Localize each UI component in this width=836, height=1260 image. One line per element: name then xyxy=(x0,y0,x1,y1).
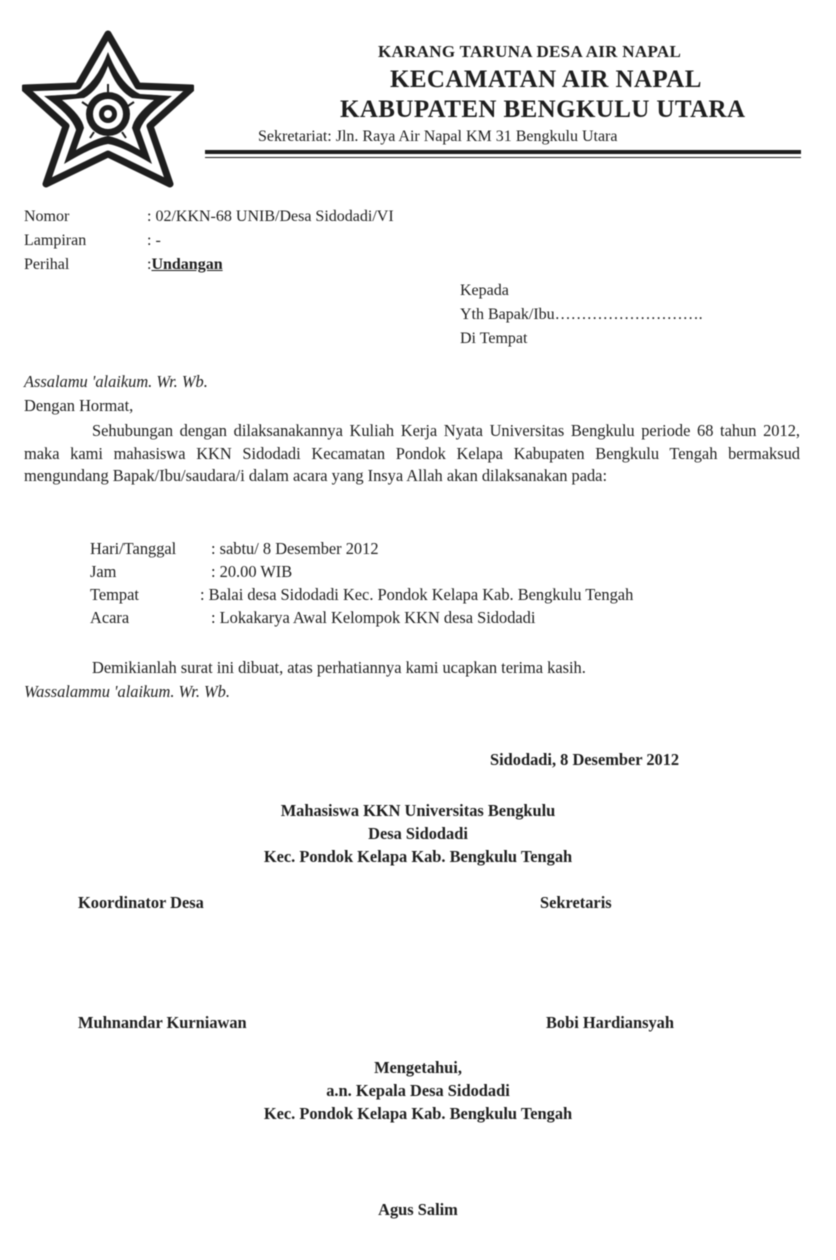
opening-salam: Assalamu 'alaikum. Wr. Wb. xyxy=(24,372,208,391)
approval-line-1: Mengetahui, xyxy=(374,1058,462,1077)
lampiran-value: : - xyxy=(147,232,161,249)
perihal-subject: Undangan xyxy=(151,256,223,273)
detail-value-time: : 20.00 WIB xyxy=(211,562,293,581)
left-signatory-title: Koordinator Desa xyxy=(78,893,204,912)
detail-value-place: : Balai desa Sidodadi Kec. Pondok Kelapa Kab. Bengkulu Tengah xyxy=(200,585,634,604)
closing-sentence: Demikianlah surat ini dibuat, atas perhatiannya kami ucapkan terima kasih. xyxy=(92,658,586,677)
addressee-line-1: Kepada xyxy=(460,282,509,299)
signatory-org-line-1: Mahasiswa KKN Universitas Bengkulu xyxy=(280,801,556,820)
lampiran-label: Lampiran xyxy=(24,232,87,249)
signatory-org-line-3: Kec. Pondok Kelapa Kab. Bengkulu Tengah xyxy=(263,847,573,866)
right-signatory-title: Sekretaris xyxy=(540,893,612,912)
detail-label-time: Jam xyxy=(90,562,117,581)
addressee-line-2: Yth Bapak/Ibu………………………. xyxy=(460,306,703,323)
perihal-value-row xyxy=(147,256,223,274)
approval-line-2: a.n. Kepala Desa Sidodadi xyxy=(326,1081,510,1100)
detail-value-event: : Lokakarya Awal Kelompok KKN desa Sidodadi xyxy=(211,608,536,627)
letterhead-rule-thin xyxy=(205,157,801,158)
perihal-colon: : xyxy=(147,256,152,273)
detail-label-date: Hari/Tanggal xyxy=(90,539,177,558)
main-paragraph: Sehubungan dengan dilaksanakannya Kuliah Kerja Nyata Universitas Bengkulu periode 68 tahun 2012, maka kami mahasiswa KKN Sidodadi Kecamatan Pondok Kelapa Kabupaten Bengkulu Tengah bermaksud mengundang Bapak/Ibu/saudara/i dalam acara yang Insya Allah akan dilaksanakan pada: xyxy=(24,421,800,485)
letterhead-district: KECAMATAN AIR NAPAL xyxy=(390,66,702,93)
place-date: Sidodadi, 8 Desember 2012 xyxy=(490,750,680,769)
greeting: Dengan Hormat, xyxy=(24,396,134,415)
karang-taruna-emblem-icon xyxy=(22,30,194,190)
approval-line-3: Kec. Pondok Kelapa Kab. Bengkulu Tengah xyxy=(263,1104,573,1123)
letterhead-regency: KABUPATEN BENGKULU UTARA xyxy=(340,96,746,123)
letterhead-address: Sekretariat: Jln. Raya Air Napal KM 31 Bengkulu Utara xyxy=(258,128,618,145)
addressee-line-3: Di Tempat xyxy=(460,330,528,347)
closing-salam: Wassalammu 'alaikum. Wr. Wb. xyxy=(24,682,230,701)
nomor-label: Nomor xyxy=(24,208,70,225)
detail-value-date: : sabtu/ 8 Desember 2012 xyxy=(211,539,379,558)
letterhead-rule-thick xyxy=(205,150,801,154)
detail-label-event: Acara xyxy=(90,608,130,627)
signatory-org-line-2: Desa Sidodadi xyxy=(368,824,468,843)
letterhead-organization: KARANG TARUNA DESA AIR NAPAL xyxy=(378,42,682,61)
right-signatory-name: Bobi Hardiansyah xyxy=(546,1013,674,1032)
left-signatory-name: Muhnandar Kurniawan xyxy=(78,1013,247,1032)
perihal-label: Perihal xyxy=(24,256,70,273)
approval-name: Agus Salim xyxy=(378,1200,458,1219)
detail-label-place: Tempat xyxy=(90,585,139,604)
nomor-value: : 02/KKN-68 UNIB/Desa Sidodadi/VI xyxy=(147,208,394,225)
